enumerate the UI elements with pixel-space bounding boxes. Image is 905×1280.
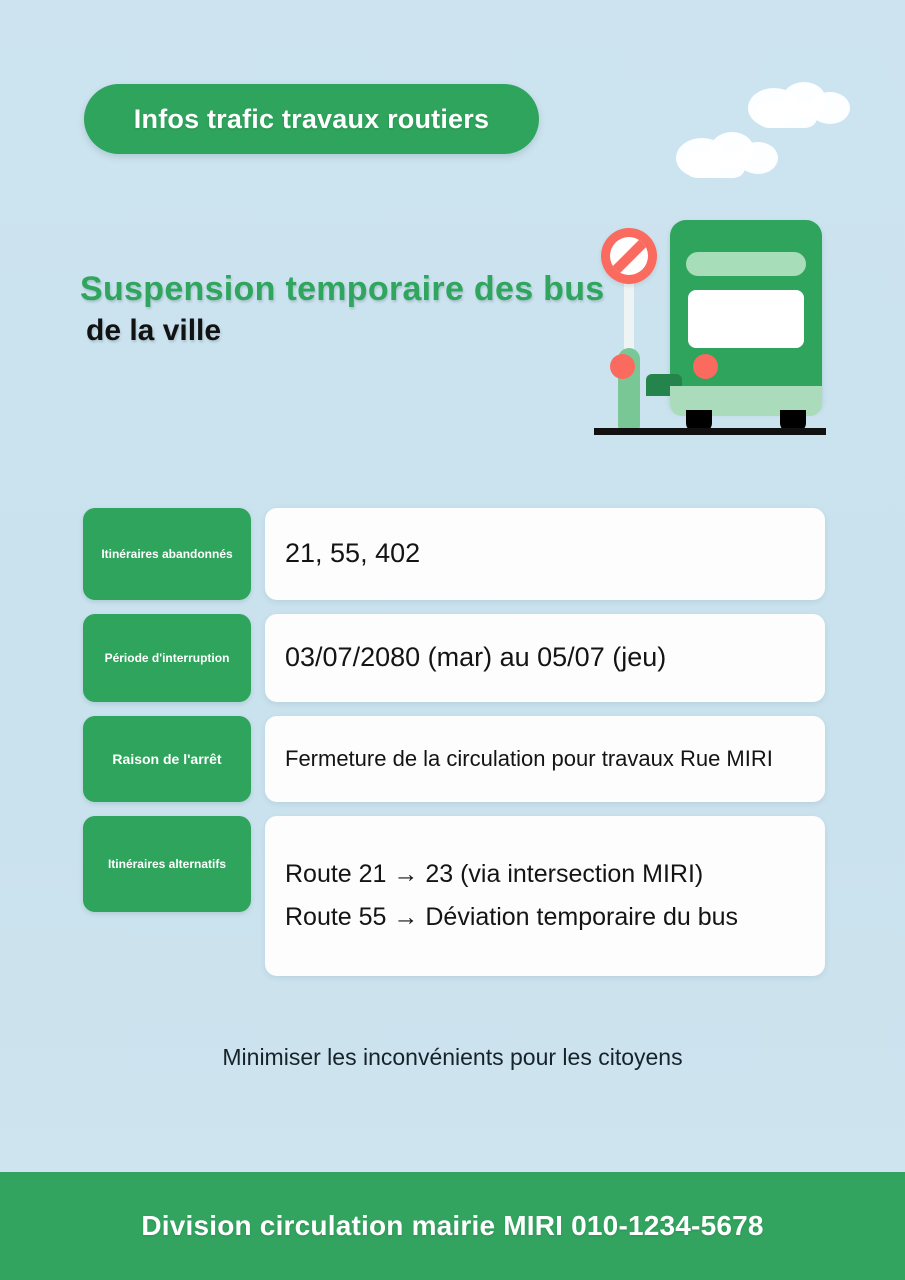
footnote: Minimiser les inconvénients pour les citoyens <box>222 1044 683 1070</box>
page-title <box>80 272 640 346</box>
info-row-value-line2: Route 55 → Déviation temporaire du bus <box>285 903 739 931</box>
info-row-suspension-period <box>83 614 825 702</box>
ground-line <box>594 428 826 435</box>
bus-headlight-right <box>693 354 718 379</box>
bus-front-icon <box>670 220 822 410</box>
no-entry-sign-icon <box>601 228 657 284</box>
info-row-label: Période d'interruption <box>83 614 251 702</box>
footer-contact-text: Division circulation mairie MIRI 010-1234-5678 <box>141 1210 764 1241</box>
info-row-suspended-routes <box>83 508 825 600</box>
info-row-value: 21, 55, 402 <box>285 538 421 569</box>
header-badge-label: Infos trafic travaux routiers <box>133 103 490 134</box>
info-row-label: Itinéraires abandonnés <box>83 508 251 600</box>
info-row-value-card <box>265 716 825 802</box>
info-row-value-line1: Route 21 → 23 (via intersection MIRI) <box>285 859 704 888</box>
info-row-value-card <box>265 508 825 600</box>
info-row-value: 03/07/2080 (mar) au 05/07 (jeu) <box>285 642 667 673</box>
info-row-label: Itinéraires alternatifs <box>83 816 251 912</box>
bus-windshield <box>688 290 804 348</box>
info-row-label: Raison de l'arrêt <box>83 716 251 802</box>
bus-headlight-left <box>610 354 635 379</box>
info-row-reason <box>83 716 825 802</box>
info-row-value-card <box>265 614 825 702</box>
bus-illustration <box>588 208 828 440</box>
footer-bar <box>0 1172 905 1280</box>
info-rows <box>83 508 825 990</box>
bus-destination-banner <box>686 252 806 276</box>
page-title-line1: Suspension temporaire des bus <box>80 270 605 308</box>
header-badge <box>84 84 539 154</box>
info-row-alternative-routes <box>83 816 825 976</box>
page-title-line2: de la ville <box>86 314 222 347</box>
info-row-value: Fermeture de la circulation pour travaux Rue MIRI <box>285 746 773 772</box>
info-row-value-card <box>265 816 825 976</box>
